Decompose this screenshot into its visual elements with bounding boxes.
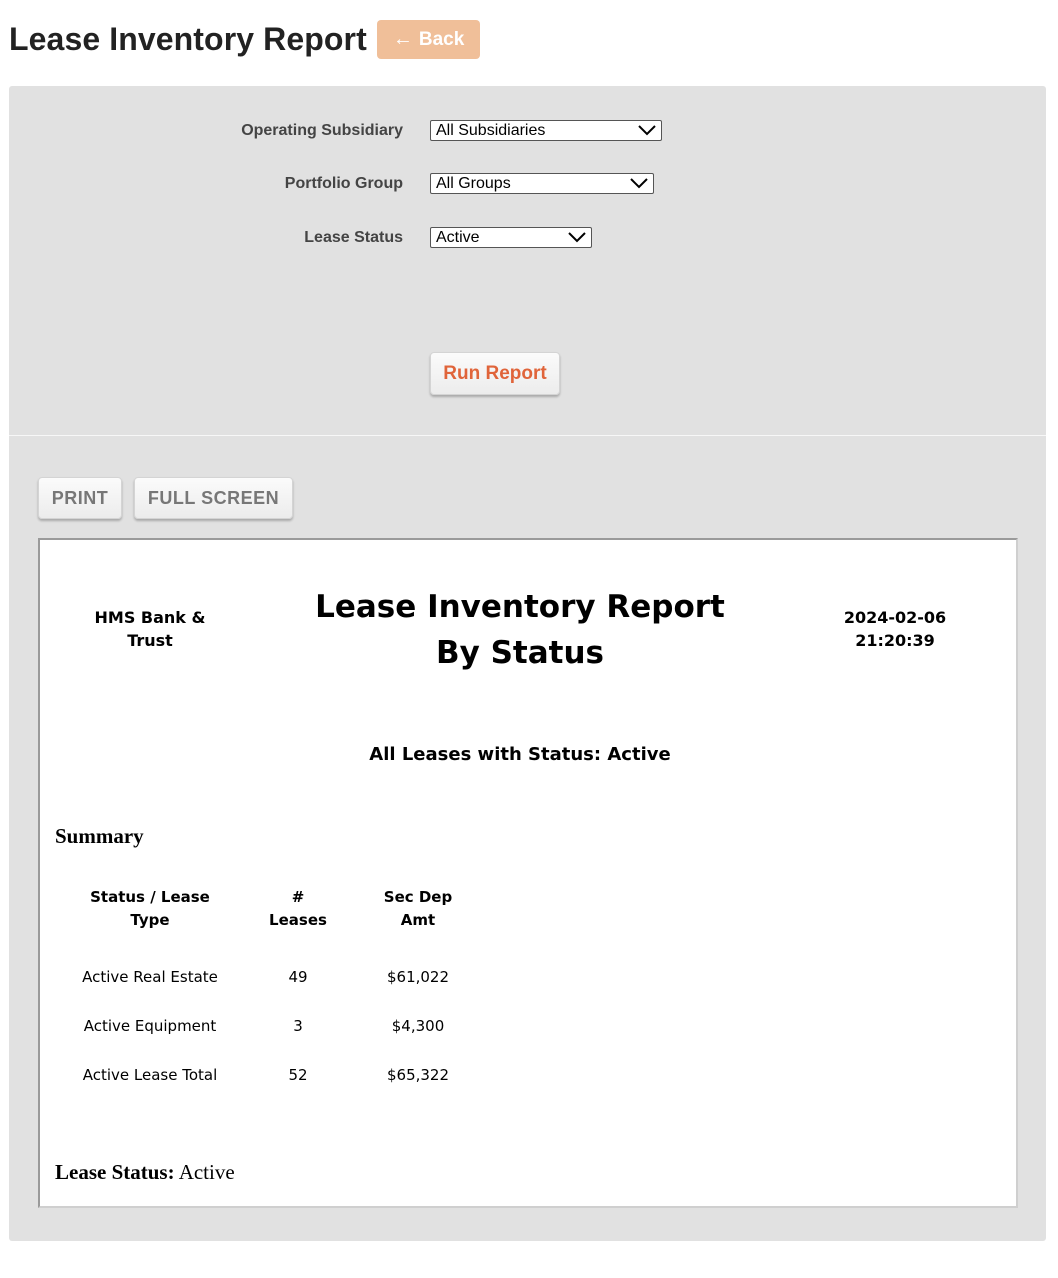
row-sec-dep: $4,300 <box>391 1017 445 1035</box>
lease-status-select[interactable] <box>430 227 592 248</box>
filter-operating-subsidiary <box>9 120 1046 144</box>
row-type: Active Equipment <box>83 1017 217 1035</box>
select-value: Active <box>436 228 480 246</box>
operating-subsidiary-select[interactable] <box>430 120 662 141</box>
report-datetime <box>840 606 950 652</box>
page-header <box>9 20 480 59</box>
column-header-type: Status / Lease Type <box>90 888 210 929</box>
row-sec-dep: $61,022 <box>386 968 450 986</box>
back-button[interactable] <box>377 20 480 59</box>
page-title: Lease Inventory Report <box>9 21 367 57</box>
lease-status-footer <box>55 1160 235 1185</box>
report-date: 2024-02-06 <box>843 608 947 627</box>
footer-label: Lease Status: <box>55 1160 175 1184</box>
report-frame[interactable] <box>38 538 1018 1208</box>
divider <box>9 435 1046 436</box>
footer-value: Active <box>178 1160 235 1184</box>
report-title: Lease Inventory Report By Status <box>315 589 725 671</box>
row-leases: 49 <box>288 968 308 986</box>
row-type: Active Lease Total <box>82 1066 218 1084</box>
row-sec-dep: $65,322 <box>386 1066 450 1084</box>
chevron-down-icon <box>568 232 586 243</box>
row-leases: 52 <box>288 1066 308 1084</box>
report-panel <box>9 86 1046 1241</box>
run-report-button[interactable]: Run Report <box>430 352 560 395</box>
column-header-sec-dep: Sec Dep Amt <box>383 888 453 929</box>
back-button-label: Back <box>418 28 465 50</box>
chevron-down-icon <box>630 178 648 189</box>
filter-label: Operating Subsidiary <box>241 122 403 139</box>
select-value: All Subsidiaries <box>436 121 546 139</box>
full-screen-button[interactable]: FULL SCREEN <box>134 477 293 519</box>
report-company: HMS Bank & Trust <box>94 608 206 650</box>
select-value: All Groups <box>436 174 511 192</box>
column-header-leases: # Leases <box>269 888 327 929</box>
arrow-left-icon: ← <box>392 28 413 50</box>
filter-label: Lease Status <box>304 229 403 246</box>
row-type: Active Real Estate <box>82 968 218 986</box>
report-time: 21:20:39 <box>855 631 935 650</box>
report-subtitle: All Leases with Status: Active <box>369 744 671 765</box>
portfolio-group-select[interactable] <box>430 173 654 194</box>
filter-label: Portfolio Group <box>284 175 403 192</box>
chevron-down-icon <box>638 125 656 136</box>
row-leases: 3 <box>293 1017 303 1035</box>
summary-heading: Summary <box>55 824 144 848</box>
filter-portfolio-group <box>9 173 1046 197</box>
filter-lease-status <box>9 227 1046 251</box>
print-button[interactable]: PRINT <box>38 477 122 519</box>
